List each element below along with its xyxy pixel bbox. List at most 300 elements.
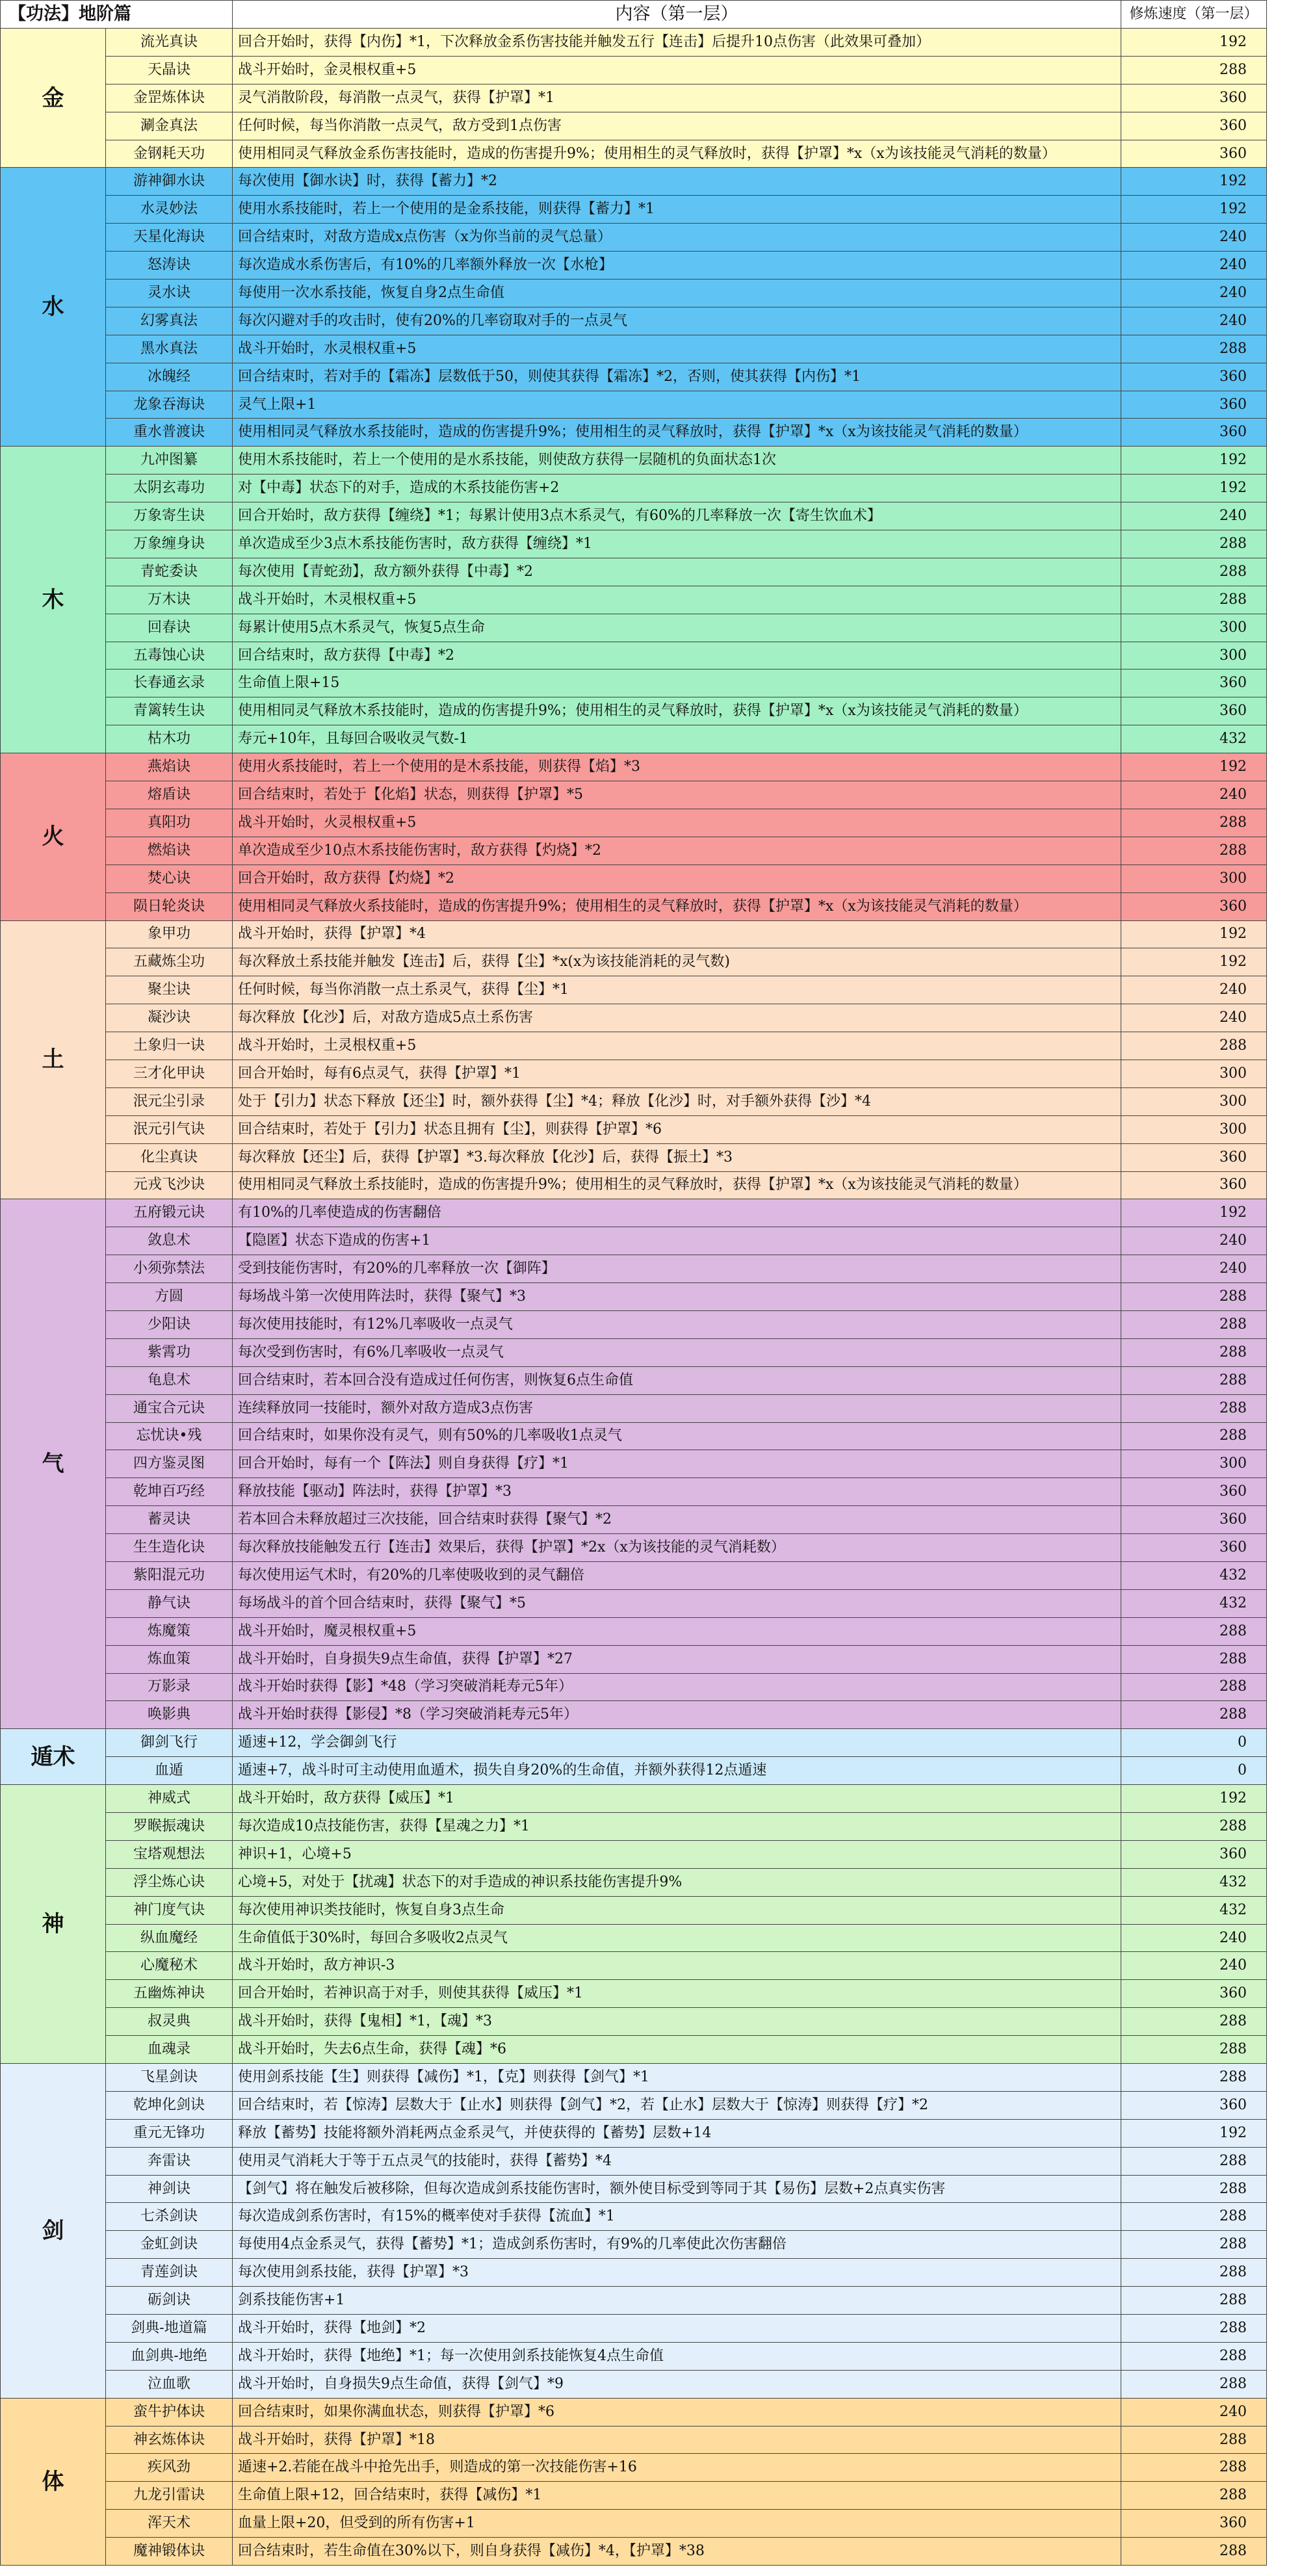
cultivation-speed: 288 [1121,558,1267,586]
technique-content: 遁速+2.若能在战斗中抢先出手，则造成的第一次技能伤害+16 [233,2454,1121,2482]
technique-content: 每使用4点金系灵气，获得【蓄势】*1；造成剑系伤害时，有9%的几率使此次伤害翻倍 [233,2231,1121,2259]
cultivation-speed: 192 [1121,948,1267,976]
technique-content: 生命值上限+12，回合结束时，获得【减伤】*1 [233,2482,1121,2510]
technique-name: 万象缠身诀 [106,530,233,558]
technique-content: 使用火系技能时，若上一个使用的是木系技能，则获得【焰】*3 [233,753,1121,781]
cultivation-speed: 360 [1121,419,1267,447]
table-row [1,2147,1267,2175]
table-row [1,1896,1267,1924]
technique-content: 回合结束时，对敌方造成x点伤害（x为你当前的灵气总量） [233,224,1121,252]
table-row [1,1617,1267,1645]
technique-name: 紫阳混元功 [106,1561,233,1589]
technique-name: 宝塔观想法 [106,1840,233,1868]
table-row [1,2538,1267,2566]
cultivation-speed: 300 [1121,1115,1267,1143]
technique-name: 心魔秘术 [106,1952,233,1980]
technique-content: 每次造成10点技能伤害，获得【星魂之力】*1 [233,1813,1121,1841]
table-row [1,809,1267,837]
table-row [1,614,1267,642]
technique-content: 灵气消散阶段，每消散一点灵气，获得【护罩】*1 [233,84,1121,112]
table-row [1,2203,1267,2231]
technique-name: 怒涛诀 [106,252,233,280]
technique-content: 战斗开始时，获得【地剑】*2 [233,2315,1121,2343]
technique-name: 蓄灵诀 [106,1506,233,1534]
technique-content: 释放技能【驱动】阵法时，获得【护罩】*3 [233,1478,1121,1506]
technique-content: 心境+5，对处于【扰魂】状态下的对手造成的神识系技能伤害提升9% [233,1868,1121,1896]
cultivation-speed: 360 [1121,670,1267,697]
technique-name: 龟息术 [106,1366,233,1394]
cultivation-speed: 288 [1121,2064,1267,2092]
technique-name: 灵水诀 [106,280,233,307]
technique-name: 血魂录 [106,2036,233,2064]
cultivation-speed: 240 [1121,976,1267,1004]
cultivation-speed: 360 [1121,2510,1267,2538]
technique-content: 战斗开始时，水灵根权重+5 [233,335,1121,363]
technique-content: 回合开始时，获得【内伤】*1，下次释放金系伤害技能并触发五行【连击】后提升10点伤害（此效果可叠加） [233,29,1121,57]
cultivation-speed: 192 [1121,447,1267,475]
technique-content: 回合结束时，如果你没有灵气，则有50%的几率吸收1点灵气 [233,1422,1121,1450]
technique-content: 释放【蓄势】技能将额外消耗两点金系灵气，并使获得的【蓄势】层数+14 [233,2119,1121,2147]
cultivation-speed: 0 [1121,1757,1267,1785]
cultivation-speed: 288 [1121,1338,1267,1366]
technique-name: 万木诀 [106,586,233,614]
technique-content: 每次使用【青蛇劲】，敌方额外获得【中毒】*2 [233,558,1121,586]
table-row [1,419,1267,447]
technique-name: 奔雷诀 [106,2147,233,2175]
table-row [1,586,1267,614]
table-row [1,1534,1267,1562]
table-row [1,2091,1267,2119]
technique-content: 使用相同灵气释放土系技能时，造成的伤害提升9%；使用相生的灵气释放时，获得【护罩】*x（x为该技能灵气消耗的数量） [233,1171,1121,1199]
table-row [1,1561,1267,1589]
technique-name: 少阳诀 [106,1310,233,1338]
technique-name: 敛息术 [106,1227,233,1255]
table-row [1,558,1267,586]
table-row [1,2510,1267,2538]
cultivation-speed: 288 [1121,1422,1267,1450]
table-row [1,1310,1267,1338]
technique-name: 九龙引雷诀 [106,2482,233,2510]
cultivation-speed: 300 [1121,642,1267,670]
technique-content: 使用相同灵气释放木系技能时，造成的伤害提升9%；使用相生的灵气释放时，获得【护罩】*x（x为该技能灵气消耗的数量） [233,697,1121,725]
technique-name: 神剑诀 [106,2175,233,2203]
table-row [1,2342,1267,2370]
table-row [1,1785,1267,1813]
technique-content: 回合结束时，若对手的【霜冻】层数低于50，则使其获得【霜冻】*2，否则，使其获得【内伤】*1 [233,363,1121,391]
table-row [1,1506,1267,1534]
cultivation-speed: 360 [1121,140,1267,168]
technique-name: 浑天术 [106,2510,233,2538]
table-row [1,502,1267,530]
cultivation-speed: 288 [1121,2175,1267,2203]
cultivation-speed: 288 [1121,809,1267,837]
technique-name: 蛮牛护体诀 [106,2398,233,2426]
technique-content: 使用木系技能时，若上一个使用的是水系技能，则使敌方获得一层随机的负面状态1次 [233,447,1121,475]
category-cell: 水 [1,168,106,447]
cultivation-speed: 192 [1121,920,1267,948]
technique-name: 枯木功 [106,725,233,753]
technique-name: 小须弥禁法 [106,1255,233,1283]
cultivation-speed: 360 [1121,1171,1267,1199]
technique-name: 血剑典-地绝 [106,2342,233,2370]
technique-name: 神威式 [106,1785,233,1813]
technique-name: 九冲图纂 [106,447,233,475]
table-row [1,920,1267,948]
technique-content: 战斗开始时，敌方获得【威压】*1 [233,1785,1121,1813]
cultivation-speed: 300 [1121,865,1267,892]
technique-content: 战斗开始时，获得【护罩】*18 [233,2426,1121,2454]
cultivation-speed: 288 [1121,2370,1267,2398]
table-row [1,2008,1267,2036]
cultivation-speed: 288 [1121,2482,1267,2510]
technique-content: 寿元+10年，且每回合吸收灵气数-1 [233,725,1121,753]
technique-content: 剑系技能伤害+1 [233,2287,1121,2315]
table-row [1,252,1267,280]
technique-content: 使用相同灵气释放火系技能时，造成的伤害提升9%；使用相生的灵气释放时，获得【护罩】*x（x为该技能灵气消耗的数量） [233,892,1121,920]
technique-content: 任何时候，每当你消散一点土系灵气，获得【尘】*1 [233,976,1121,1004]
cultivation-speed: 288 [1121,1310,1267,1338]
table-row [1,2370,1267,2398]
table-row [1,781,1267,809]
technique-content: 每次造成水系伤害后，有10%的几率额外释放一次【水枪】 [233,252,1121,280]
technique-content: 战斗开始时，获得【地绝】*1；每一次使用剑系技能恢复4点生命值 [233,2342,1121,2370]
cultivation-speed: 360 [1121,1534,1267,1562]
technique-name: 长春通玄录 [106,670,233,697]
technique-content: 神识+1，心境+5 [233,1840,1121,1868]
table-row [1,140,1267,168]
technique-content: 战斗开始时获得【影】*48（学习突破消耗寿元5年） [233,1673,1121,1701]
cultivation-speed: 360 [1121,1980,1267,2008]
table-row [1,475,1267,502]
cultivation-speed: 192 [1121,475,1267,502]
technique-name: 五藏炼尘功 [106,948,233,976]
technique-content: 灵气上限+1 [233,391,1121,419]
cultivation-speed: 432 [1121,1896,1267,1924]
cultivation-speed: 288 [1121,2036,1267,2064]
table-row [1,2426,1267,2454]
table-row [1,642,1267,670]
technique-content: 生命值低于30%时，每回合多吸收2点灵气 [233,1924,1121,1952]
technique-content: 受到技能伤害时，有20%的几率释放一次【御阵】 [233,1255,1121,1283]
table-row [1,1199,1267,1227]
technique-name: 青莲剑诀 [106,2259,233,2287]
table-row [1,2231,1267,2259]
cultivation-speed: 288 [1121,2203,1267,2231]
technique-name: 五毒蚀心诀 [106,642,233,670]
cultivation-speed: 288 [1121,586,1267,614]
technique-content: 每次造成剑系伤害时，有15%的概率使对手获得【流血】*1 [233,2203,1121,2231]
table-row [1,1840,1267,1868]
table-row [1,1980,1267,2008]
table-row [1,335,1267,363]
table-row [1,1283,1267,1311]
table-row [1,307,1267,335]
cultivation-speed: 300 [1121,1450,1267,1478]
technique-name: 静气诀 [106,1589,233,1617]
cultivation-speed: 0 [1121,1729,1267,1757]
table-row [1,2315,1267,2343]
technique-name: 五府锻元诀 [106,1199,233,1227]
technique-name: 方圆 [106,1283,233,1311]
technique-content: 遁速+12，学会御剑飞行 [233,1729,1121,1757]
technique-name: 青蛇委诀 [106,558,233,586]
cultivation-speed: 288 [1121,2287,1267,2315]
table-row [1,753,1267,781]
header-name: 【功法】地阶篇 [1,1,233,29]
header-speed: 修炼速度（第一层） [1121,1,1267,29]
cultivation-speed: 240 [1121,1924,1267,1952]
cultivation-speed: 240 [1121,307,1267,335]
cultivation-speed: 288 [1121,2426,1267,2454]
technique-content: 每次使用剑系技能，获得【护罩】*3 [233,2259,1121,2287]
table-row [1,1004,1267,1032]
category-cell: 剑 [1,2064,106,2399]
cultivation-speed: 288 [1121,1813,1267,1841]
cultivation-speed: 300 [1121,614,1267,642]
table-row [1,224,1267,252]
technique-content: 每累计使用5点木系灵气，恢复5点生命 [233,614,1121,642]
technique-content: 战斗开始时，敌方神识-3 [233,1952,1121,1980]
table-row [1,2036,1267,2064]
table-row [1,530,1267,558]
cultivation-speed: 300 [1121,1060,1267,1087]
technique-name: 象甲功 [106,920,233,948]
technique-name: 水灵妙法 [106,196,233,224]
category-cell: 遁术 [1,1729,106,1785]
technique-content: 血量上限+20，但受到的所有伤害+1 [233,2510,1121,2538]
technique-content: 回合开始时，若神识高于对手，则使其获得【威压】*1 [233,1980,1121,2008]
technique-name: 黑水真法 [106,335,233,363]
technique-name: 紫霄功 [106,1338,233,1366]
table-row [1,196,1267,224]
cultivation-speed: 240 [1121,1952,1267,1980]
technique-content: 战斗开始时，获得【鬼相】*1，【魂】*3 [233,2008,1121,2036]
technique-name: 纵血魔经 [106,1924,233,1952]
technique-content: 回合结束时，若本回合没有造成过任何伤害，则恢复6点生命值 [233,1366,1121,1394]
technique-content: 单次造成至少3点木系技能伤害时，敌方获得【缠绕】*1 [233,530,1121,558]
technique-name: 燕焰诀 [106,753,233,781]
technique-content: 战斗开始时，火灵根权重+5 [233,809,1121,837]
technique-content: 每次使用技能时，有12%几率吸收一点灵气 [233,1310,1121,1338]
cultivation-speed: 300 [1121,1087,1267,1115]
technique-content: 战斗开始时，木灵根权重+5 [233,586,1121,614]
table-row [1,280,1267,307]
table-row [1,56,1267,84]
technique-name: 炼魔策 [106,1617,233,1645]
technique-content: 回合开始时，每有6点灵气，获得【护罩】*1 [233,1060,1121,1087]
table-row [1,1422,1267,1450]
technique-name: 青篱转生诀 [106,697,233,725]
table-row [1,29,1267,57]
technique-content: 回合结束时，如果你满血状态，则获得【护罩】*6 [233,2398,1121,2426]
technique-name: 天晶诀 [106,56,233,84]
technique-name: 焚心诀 [106,865,233,892]
table-row [1,1924,1267,1952]
technique-content: 有10%的几率使造成的伤害翻倍 [233,1199,1121,1227]
technique-name: 生生造化诀 [106,1534,233,1562]
technique-name: 真阳功 [106,809,233,837]
technique-name: 万象寄生诀 [106,502,233,530]
table-row [1,697,1267,725]
table-row [1,1673,1267,1701]
cultivation-speed: 288 [1121,2342,1267,2370]
table-row [1,1589,1267,1617]
technique-content: 对【中毒】状态下的对手，造成的木系技能伤害+2 [233,475,1121,502]
table-row [1,2482,1267,2510]
technique-name: 七杀剑诀 [106,2203,233,2231]
category-cell: 木 [1,447,106,753]
cultivation-speed: 240 [1121,280,1267,307]
technique-name: 幻雾真法 [106,307,233,335]
table-row [1,84,1267,112]
cultivation-speed: 432 [1121,725,1267,753]
technique-name: 游神御水诀 [106,168,233,196]
cultivation-speed: 432 [1121,1868,1267,1896]
cultivation-speed: 288 [1121,335,1267,363]
table-row [1,1450,1267,1478]
technique-name: 剑典-地道篇 [106,2315,233,2343]
technique-content: 回合开始时，敌方获得【灼烧】*2 [233,865,1121,892]
cultivation-speed: 192 [1121,1199,1267,1227]
cultivation-speed: 288 [1121,2259,1267,2287]
table-row [1,670,1267,697]
technique-name: 金罡炼体诀 [106,84,233,112]
table-row [1,1171,1267,1199]
technique-name: 流光真诀 [106,29,233,57]
table-row [1,948,1267,976]
table-row [1,1115,1267,1143]
cultivation-speed: 360 [1121,1840,1267,1868]
technique-name: 燃焰诀 [106,837,233,865]
technique-name: 凝沙诀 [106,1004,233,1032]
technique-name: 元戎飞沙诀 [106,1171,233,1199]
table-row [1,1060,1267,1087]
cultivation-speed: 360 [1121,391,1267,419]
technique-name: 唤影典 [106,1701,233,1729]
technique-content: 回合结束时，敌方获得【中毒】*2 [233,642,1121,670]
table-row [1,837,1267,865]
technique-name: 聚尘诀 [106,976,233,1004]
technique-content: 每场战斗第一次使用阵法时，获得【聚气】*3 [233,1283,1121,1311]
technique-name: 化尘真诀 [106,1143,233,1171]
cultivation-speed: 288 [1121,837,1267,865]
technique-name: 乾坤百巧经 [106,1478,233,1506]
table-row [1,1813,1267,1841]
technique-name: 金钢耗天功 [106,140,233,168]
cultivation-speed: 360 [1121,1478,1267,1506]
technique-content: 每使用一次水系技能，恢复自身2点生命值 [233,280,1121,307]
technique-name: 叔灵典 [106,2008,233,2036]
technique-name: 陨日轮炎诀 [106,892,233,920]
technique-content: 战斗开始时，魔灵根权重+5 [233,1617,1121,1645]
cultivation-speed: 240 [1121,1227,1267,1255]
cultivation-speed: 240 [1121,224,1267,252]
table-row [1,2454,1267,2482]
cultivation-speed: 240 [1121,1255,1267,1283]
cultivation-speed: 288 [1121,2008,1267,2036]
table-row [1,363,1267,391]
table-row [1,391,1267,419]
technique-content: 每次释放技能触发五行【连击】效果后，获得【护罩】*2x（x为该技能的灵气消耗数） [233,1534,1121,1562]
technique-content: 战斗开始时，获得【护罩】*4 [233,920,1121,948]
technique-name: 金虹剑诀 [106,2231,233,2259]
technique-name: 回春诀 [106,614,233,642]
cultivation-speed: 360 [1121,1506,1267,1534]
table-row [1,2398,1267,2426]
cultivation-speed: 288 [1121,56,1267,84]
technique-name: 熔盾诀 [106,781,233,809]
cultivation-speed: 288 [1121,1283,1267,1311]
table-row [1,1729,1267,1757]
cultivation-speed: 288 [1121,1366,1267,1394]
table-row [1,1255,1267,1283]
technique-name: 忘忧诀•残 [106,1422,233,1450]
cultivation-speed: 288 [1121,2538,1267,2566]
cultivation-speed: 360 [1121,84,1267,112]
category-cell: 土 [1,920,106,1199]
technique-name: 血遁 [106,1757,233,1785]
header-content: 内容（第一层） [233,1,1121,29]
technique-content: 每次释放土系技能并触发【连击】后，获得【尘】*x(x为该技能消耗的灵气数) [233,948,1121,976]
cultivation-speed: 192 [1121,29,1267,57]
category-cell: 火 [1,753,106,920]
table-row [1,2175,1267,2203]
table-row [1,2119,1267,2147]
technique-name: 涮金真法 [106,112,233,140]
table-row [1,1868,1267,1896]
technique-content: 每次使用【御水诀】时，获得【蓄力】*2 [233,168,1121,196]
table-row [1,1757,1267,1785]
technique-content: 处于【引力】状态下释放【还尘】时，额外获得【尘】*4；释放【化沙】时，对手额外获得【沙】*4 [233,1087,1121,1115]
cultivation-speed: 240 [1121,1004,1267,1032]
technique-content: 单次造成至少10点木系技能伤害时，敌方获得【灼烧】*2 [233,837,1121,865]
header-row [1,1,1267,29]
technique-name: 疾风劲 [106,2454,233,2482]
cultivation-speed: 192 [1121,753,1267,781]
technique-content: 【隐匿】状态下造成的伤害+1 [233,1227,1121,1255]
technique-content: 每次释放【还尘】后，获得【护罩】*3.每次释放【化沙】后，获得【振土】*3 [233,1143,1121,1171]
cultivation-speed: 192 [1121,196,1267,224]
cultivation-speed: 360 [1121,2091,1267,2119]
table-row [1,1701,1267,1729]
table-row [1,1338,1267,1366]
cultivation-speed: 288 [1121,2454,1267,2482]
table-row [1,2259,1267,2287]
cultivation-speed: 192 [1121,1785,1267,1813]
technique-content: 战斗开始时，金灵根权重+5 [233,56,1121,84]
table-row [1,1645,1267,1673]
table-row [1,1032,1267,1060]
category-cell: 金 [1,29,106,168]
cultivation-speed: 288 [1121,1673,1267,1701]
technique-content: 每场战斗的首个回合结束时，获得【聚气】*5 [233,1589,1121,1617]
technique-content: 若本回合未释放超过三次技能，回合结束时获得【聚气】*2 [233,1506,1121,1534]
technique-name: 乾坤化剑诀 [106,2091,233,2119]
cultivation-speed: 360 [1121,697,1267,725]
cultivation-speed: 288 [1121,530,1267,558]
cultivation-speed: 240 [1121,252,1267,280]
technique-name: 重水普渡诀 [106,419,233,447]
technique-content: 遁速+7，战斗时可主动使用血遁术，损失自身20%的生命值，并额外获得12点遁速 [233,1757,1121,1785]
table-row [1,1952,1267,1980]
category-cell: 气 [1,1199,106,1729]
cultivation-speed: 432 [1121,1589,1267,1617]
technique-content: 回合结束时，若生命值在30%以下，则自身获得【减伤】*4，【护罩】*38 [233,2538,1121,2566]
cultivation-speed: 288 [1121,1394,1267,1422]
cultivation-speed: 360 [1121,1143,1267,1171]
cultivation-speed: 432 [1121,1561,1267,1589]
technique-content: 战斗开始时，自身损失9点生命值，获得【护罩】*27 [233,1645,1121,1673]
